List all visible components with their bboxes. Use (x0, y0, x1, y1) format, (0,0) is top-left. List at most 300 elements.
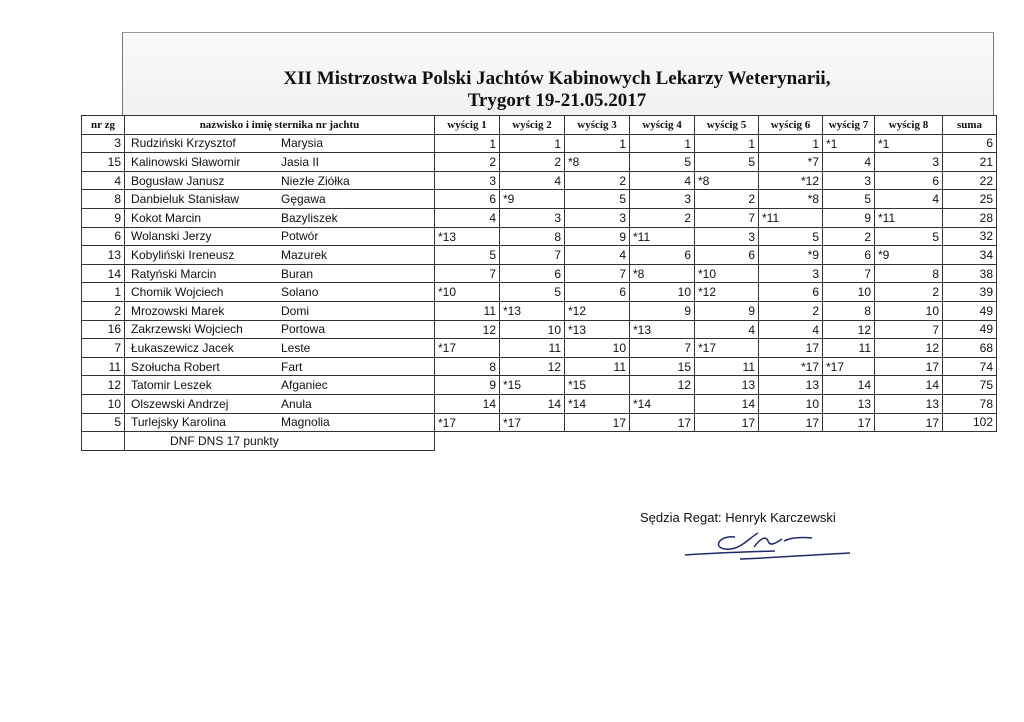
header-row (82, 116, 997, 135)
race-place-value: 5 (812, 229, 819, 244)
race-place-value: 1 (619, 136, 626, 151)
race-place-value: 14 (925, 378, 939, 393)
helmsman-cell (125, 283, 435, 302)
race-1-cell (435, 227, 500, 246)
race-place-value: 11 (613, 359, 626, 374)
race-place-value: 1 (812, 136, 819, 151)
race-8-cell (875, 264, 943, 283)
race-7-cell (823, 339, 875, 358)
helmsman-cell (125, 227, 435, 246)
race-place-value: 13 (925, 396, 939, 411)
race-place-value: 17 (805, 341, 819, 356)
yacht-name: Mazurek (281, 247, 328, 262)
race-8-cell (875, 190, 943, 209)
race-penalty-value: *9 (878, 248, 890, 263)
race-penalty-value: *12 (698, 285, 717, 300)
race-place-value: *12 (800, 173, 819, 188)
helmsman-name: Bogusław Janusz (131, 173, 225, 188)
race-5-cell (695, 190, 759, 209)
sum-cell: 22 (943, 171, 997, 190)
race-5-cell (695, 171, 759, 190)
race-4-cell (630, 320, 695, 339)
helmsman-cell (125, 394, 435, 413)
race-place-value: 17 (612, 415, 626, 430)
helmsman-name: Chomik Wojciech (131, 285, 224, 300)
race-4-cell (630, 134, 695, 153)
race-1-cell (435, 394, 500, 413)
helmsman-name: Kalinowski Sławomir (131, 154, 241, 169)
race-penalty-value: *17 (503, 415, 522, 430)
race-6-cell (759, 246, 823, 265)
race-7-cell (823, 357, 875, 376)
note-empty-cell (500, 432, 565, 451)
helmsman-cell (125, 376, 435, 395)
race-1-cell (435, 339, 500, 358)
race-1-cell (435, 190, 500, 209)
race-1-cell (435, 264, 500, 283)
race-penalty-value: *8 (698, 173, 710, 188)
race-5-cell (695, 134, 759, 153)
race-place-value: 5 (684, 155, 691, 170)
col-header-race-8: wyścig 8 (875, 116, 943, 135)
race-place-value: 4 (554, 173, 561, 188)
note-empty-cell (943, 432, 997, 451)
race-8-cell (875, 394, 943, 413)
race-6-cell (759, 413, 823, 432)
race-6-cell (759, 301, 823, 320)
sum-cell: 39 (943, 283, 997, 302)
race-5-cell (695, 264, 759, 283)
handwritten-signature (680, 525, 860, 565)
race-place-value: *7 (807, 155, 819, 170)
helmsman-name: Turlejsky Karolina (131, 415, 226, 430)
race-place-value: 10 (612, 341, 626, 356)
race-7-cell (823, 264, 875, 283)
race-place-value: 1 (489, 136, 496, 151)
race-7-cell (823, 153, 875, 172)
row-nr: 12 (82, 376, 125, 395)
race-place-value: 17 (677, 415, 691, 430)
helmsman-cell (125, 190, 435, 209)
race-7-cell (823, 320, 875, 339)
race-6-cell (759, 394, 823, 413)
race-place-value: 10 (677, 285, 691, 300)
col-header-race-7: wyścig 7 (823, 116, 875, 135)
race-place-value: 2 (554, 155, 561, 170)
table-row (82, 413, 997, 432)
race-5-cell (695, 413, 759, 432)
race-penalty-value: *14 (633, 396, 652, 411)
sum-cell: 74 (943, 357, 997, 376)
race-2-cell (500, 227, 565, 246)
note-empty-cell (823, 432, 875, 451)
helmsman-cell (125, 208, 435, 227)
race-8-cell (875, 301, 943, 320)
race-place-value: 5 (864, 192, 871, 207)
race-6-cell (759, 171, 823, 190)
race-penalty-value: *13 (503, 303, 522, 318)
yacht-name: Portowa (281, 322, 326, 337)
race-place-value: 12 (547, 359, 561, 374)
race-place-value: 3 (864, 173, 871, 188)
race-penalty-value: *10 (438, 285, 457, 300)
helmsman-cell (125, 134, 435, 153)
race-place-value: 9 (864, 210, 871, 225)
row-nr: 16 (82, 320, 125, 339)
race-3-cell (565, 413, 630, 432)
helmsman-name: Łukaszewicz Jacek (131, 340, 234, 355)
race-5-cell (695, 339, 759, 358)
race-place-value: 6 (684, 248, 691, 263)
table-row (82, 339, 997, 358)
race-place-value: 6 (864, 248, 871, 263)
note-empty-cell (759, 432, 823, 451)
race-4-cell (630, 190, 695, 209)
race-3-cell (565, 301, 630, 320)
race-8-cell (875, 283, 943, 302)
race-place-value: 1 (748, 136, 755, 151)
race-5-cell (695, 394, 759, 413)
race-place-value: 3 (489, 173, 496, 188)
row-nr: 15 (82, 153, 125, 172)
race-6-cell (759, 190, 823, 209)
race-6-cell (759, 264, 823, 283)
yacht-name: Gęgawa (281, 192, 326, 207)
sum-cell: 25 (943, 190, 997, 209)
race-place-value: 2 (812, 303, 819, 318)
helmsman-cell (125, 153, 435, 172)
sum-cell: 6 (943, 134, 997, 153)
race-place-value: 6 (748, 248, 755, 263)
helmsman-name: Wolanski Jerzy (131, 229, 212, 244)
race-3-cell (565, 171, 630, 190)
race-7-cell (823, 394, 875, 413)
race-3-cell (565, 190, 630, 209)
race-place-value: 14 (741, 396, 755, 411)
race-place-value: 9 (748, 303, 755, 318)
row-nr: 10 (82, 394, 125, 413)
race-place-value: 13 (741, 378, 755, 393)
race-place-value: 13 (857, 396, 871, 411)
race-2-cell (500, 171, 565, 190)
yacht-name: Leste (281, 340, 311, 355)
race-6-cell (759, 320, 823, 339)
race-7-cell (823, 208, 875, 227)
race-2-cell (500, 376, 565, 395)
race-place-value: 8 (489, 359, 496, 374)
race-3-cell (565, 320, 630, 339)
race-place-value: 10 (857, 285, 871, 300)
race-penalty-value: *17 (438, 415, 457, 430)
col-header-race-6: wyścig 6 (759, 116, 823, 135)
race-1-cell (435, 246, 500, 265)
results-body (82, 134, 997, 450)
table-row (82, 246, 997, 265)
race-8-cell (875, 413, 943, 432)
race-place-value: 3 (748, 229, 755, 244)
race-place-value: 11 (742, 359, 755, 374)
race-3-cell (565, 264, 630, 283)
race-5-cell (695, 320, 759, 339)
race-penalty-value: *17 (698, 341, 717, 356)
race-place-value: 5 (748, 155, 755, 170)
race-place-value: 17 (805, 415, 819, 430)
race-7-cell (823, 283, 875, 302)
race-place-value: 6 (554, 266, 561, 281)
sum-cell: 49 (943, 320, 997, 339)
race-place-value: 1 (554, 136, 561, 151)
race-7-cell (823, 190, 875, 209)
race-5-cell (695, 208, 759, 227)
race-place-value: 14 (857, 378, 871, 393)
race-6-cell (759, 208, 823, 227)
race-4-cell (630, 413, 695, 432)
race-place-value: 9 (619, 229, 626, 244)
race-3-cell (565, 246, 630, 265)
note-empty-cell (630, 432, 695, 451)
row-nr: 9 (82, 208, 125, 227)
race-penalty-value: *17 (438, 341, 457, 356)
race-place-value: 3 (684, 192, 691, 207)
race-5-cell (695, 227, 759, 246)
race-4-cell (630, 153, 695, 172)
race-place-value: 11 (483, 303, 496, 318)
race-place-value: 7 (932, 322, 939, 337)
race-penalty-value: *15 (568, 378, 587, 393)
race-2-cell (500, 357, 565, 376)
results-table (81, 115, 997, 451)
race-place-value: 2 (932, 285, 939, 300)
table-row (82, 320, 997, 339)
table-row (82, 208, 997, 227)
race-6-cell (759, 357, 823, 376)
race-7-cell (823, 134, 875, 153)
col-header-race-2: wyścig 2 (500, 116, 565, 135)
yacht-name: Fart (281, 359, 303, 374)
race-place-value: *9 (807, 248, 819, 263)
race-place-value: 5 (554, 285, 561, 300)
table-row (82, 283, 997, 302)
race-place-value: 12 (857, 322, 871, 337)
race-8-cell (875, 208, 943, 227)
race-4-cell (630, 357, 695, 376)
race-place-value: 9 (489, 378, 496, 393)
race-3-cell (565, 227, 630, 246)
race-place-value: 10 (805, 396, 819, 411)
race-penalty-value: *1 (878, 136, 890, 151)
race-1-cell (435, 208, 500, 227)
row-nr: 11 (82, 357, 125, 376)
note-text: DNF DNS 17 punkty (125, 432, 435, 451)
race-2-cell (500, 190, 565, 209)
race-place-value: 17 (857, 415, 871, 430)
race-penalty-value: *1 (826, 136, 838, 151)
race-place-value: 7 (684, 341, 691, 356)
race-6-cell (759, 283, 823, 302)
row-nr: 2 (82, 301, 125, 320)
race-3-cell (565, 208, 630, 227)
race-6-cell (759, 134, 823, 153)
table-row (82, 153, 997, 172)
table-row (82, 264, 997, 283)
helmsman-cell (125, 320, 435, 339)
race-2-cell (500, 208, 565, 227)
race-7-cell (823, 301, 875, 320)
row-nr: 14 (82, 264, 125, 283)
race-1-cell (435, 320, 500, 339)
table-row (82, 376, 997, 395)
race-place-value: 3 (554, 210, 561, 225)
helmsman-cell (125, 246, 435, 265)
race-penalty-value: *13 (568, 322, 587, 337)
race-5-cell (695, 357, 759, 376)
race-place-value: 5 (619, 192, 626, 207)
race-place-value: 2 (489, 155, 496, 170)
race-place-value: 9 (684, 303, 691, 318)
race-place-value: 6 (489, 192, 496, 207)
race-8-cell (875, 357, 943, 376)
row-nr: 3 (82, 134, 125, 153)
race-4-cell (630, 208, 695, 227)
row-nr: 13 (82, 246, 125, 265)
race-4-cell (630, 246, 695, 265)
title-line-2: Trygort 19-21.05.2017 (467, 90, 647, 111)
sum-cell: 34 (943, 246, 997, 265)
judge-signature-line: Sędzia Regat: Henryk Karczewski (640, 510, 836, 525)
note-empty-cell (435, 432, 500, 451)
row-nr: 8 (82, 190, 125, 209)
race-place-value: 11 (548, 341, 561, 356)
race-penalty-value: *12 (568, 303, 587, 318)
race-penalty-value: *10 (698, 266, 717, 281)
race-penalty-value: *8 (568, 155, 580, 170)
race-place-value: 8 (864, 303, 871, 318)
race-4-cell (630, 376, 695, 395)
race-place-value: 4 (932, 192, 939, 207)
helmsman-name: Tatomir Leszek (131, 378, 212, 393)
race-place-value: 3 (932, 155, 939, 170)
race-3-cell (565, 283, 630, 302)
table-row (82, 190, 997, 209)
race-place-value: 2 (619, 173, 626, 188)
race-penalty-value: *15 (503, 378, 522, 393)
race-7-cell (823, 376, 875, 395)
sum-cell: 78 (943, 394, 997, 413)
race-place-value: 7 (864, 266, 871, 281)
race-place-value: 6 (812, 285, 819, 300)
col-header-race-4: wyścig 4 (630, 116, 695, 135)
race-3-cell (565, 357, 630, 376)
race-place-value: 12 (677, 378, 691, 393)
sum-cell: 21 (943, 153, 997, 172)
race-5-cell (695, 153, 759, 172)
race-2-cell (500, 283, 565, 302)
yacht-name: Anula (281, 396, 312, 411)
race-3-cell (565, 153, 630, 172)
col-header-race-3: wyścig 3 (565, 116, 630, 135)
sum-cell: 28 (943, 208, 997, 227)
yacht-name: Buran (281, 266, 314, 281)
race-6-cell (759, 339, 823, 358)
race-2-cell (500, 134, 565, 153)
yacht-name: Magnolia (281, 415, 330, 430)
row-nr: 5 (82, 413, 125, 432)
race-place-value: 2 (864, 229, 871, 244)
helmsman-cell (125, 413, 435, 432)
race-8-cell (875, 246, 943, 265)
row-nr: 7 (82, 339, 125, 358)
race-7-cell (823, 413, 875, 432)
race-place-value: 17 (925, 415, 939, 430)
helmsman-name: Danbieluk Stanisław (131, 192, 240, 207)
table-row (82, 134, 997, 153)
col-header-race-5: wyścig 5 (695, 116, 759, 135)
race-1-cell (435, 283, 500, 302)
col-header-race-1: wyścig 1 (435, 116, 500, 135)
table-row (82, 357, 997, 376)
yacht-name: Domi (281, 303, 310, 318)
yacht-name: Niezłe Ziółka (281, 173, 350, 188)
sum-cell: 49 (943, 301, 997, 320)
race-4-cell (630, 171, 695, 190)
race-1-cell (435, 357, 500, 376)
race-place-value: 2 (748, 192, 755, 207)
helmsman-name: Szołucha Robert (131, 359, 220, 374)
sum-cell: 75 (943, 376, 997, 395)
race-8-cell (875, 376, 943, 395)
race-7-cell (823, 171, 875, 190)
race-1-cell (435, 134, 500, 153)
race-place-value: 13 (805, 378, 819, 393)
race-penalty-value: *8 (633, 266, 645, 281)
race-1-cell (435, 301, 500, 320)
race-3-cell (565, 339, 630, 358)
race-4-cell (630, 301, 695, 320)
race-8-cell (875, 339, 943, 358)
race-penalty-value: *9 (503, 192, 515, 207)
race-place-value: 10 (547, 322, 561, 337)
race-5-cell (695, 246, 759, 265)
race-place-value: *17 (800, 359, 819, 374)
race-2-cell (500, 264, 565, 283)
race-6-cell (759, 227, 823, 246)
race-2-cell (500, 320, 565, 339)
sum-cell: 68 (943, 339, 997, 358)
title-line-1: XII Mistrzostwa Polski Jachtów Kabinowych Lekarzy Weterynarii, (283, 68, 831, 89)
race-place-value: 17 (925, 359, 939, 374)
row-nr: 4 (82, 171, 125, 190)
race-place-value: 3 (619, 210, 626, 225)
sum-cell: 32 (943, 227, 997, 246)
note-row (82, 432, 997, 451)
helmsman-name: Ratyński Marcin (131, 266, 217, 281)
table-row (82, 394, 997, 413)
row-nr: 6 (82, 227, 125, 246)
yacht-name: Potwór (281, 229, 319, 244)
race-8-cell (875, 153, 943, 172)
race-place-value: 3 (812, 266, 819, 281)
sum-cell: 102 (943, 413, 997, 432)
race-penalty-value: *13 (438, 229, 457, 244)
race-2-cell (500, 301, 565, 320)
race-place-value: 4 (812, 322, 819, 337)
race-penalty-value: *17 (826, 359, 845, 374)
race-place-value: *8 (807, 192, 819, 207)
race-4-cell (630, 227, 695, 246)
race-penalty-value: *14 (568, 396, 587, 411)
col-header-name: nazwisko i imię sternika nr jachtu (125, 116, 435, 135)
race-place-value: 4 (748, 322, 755, 337)
